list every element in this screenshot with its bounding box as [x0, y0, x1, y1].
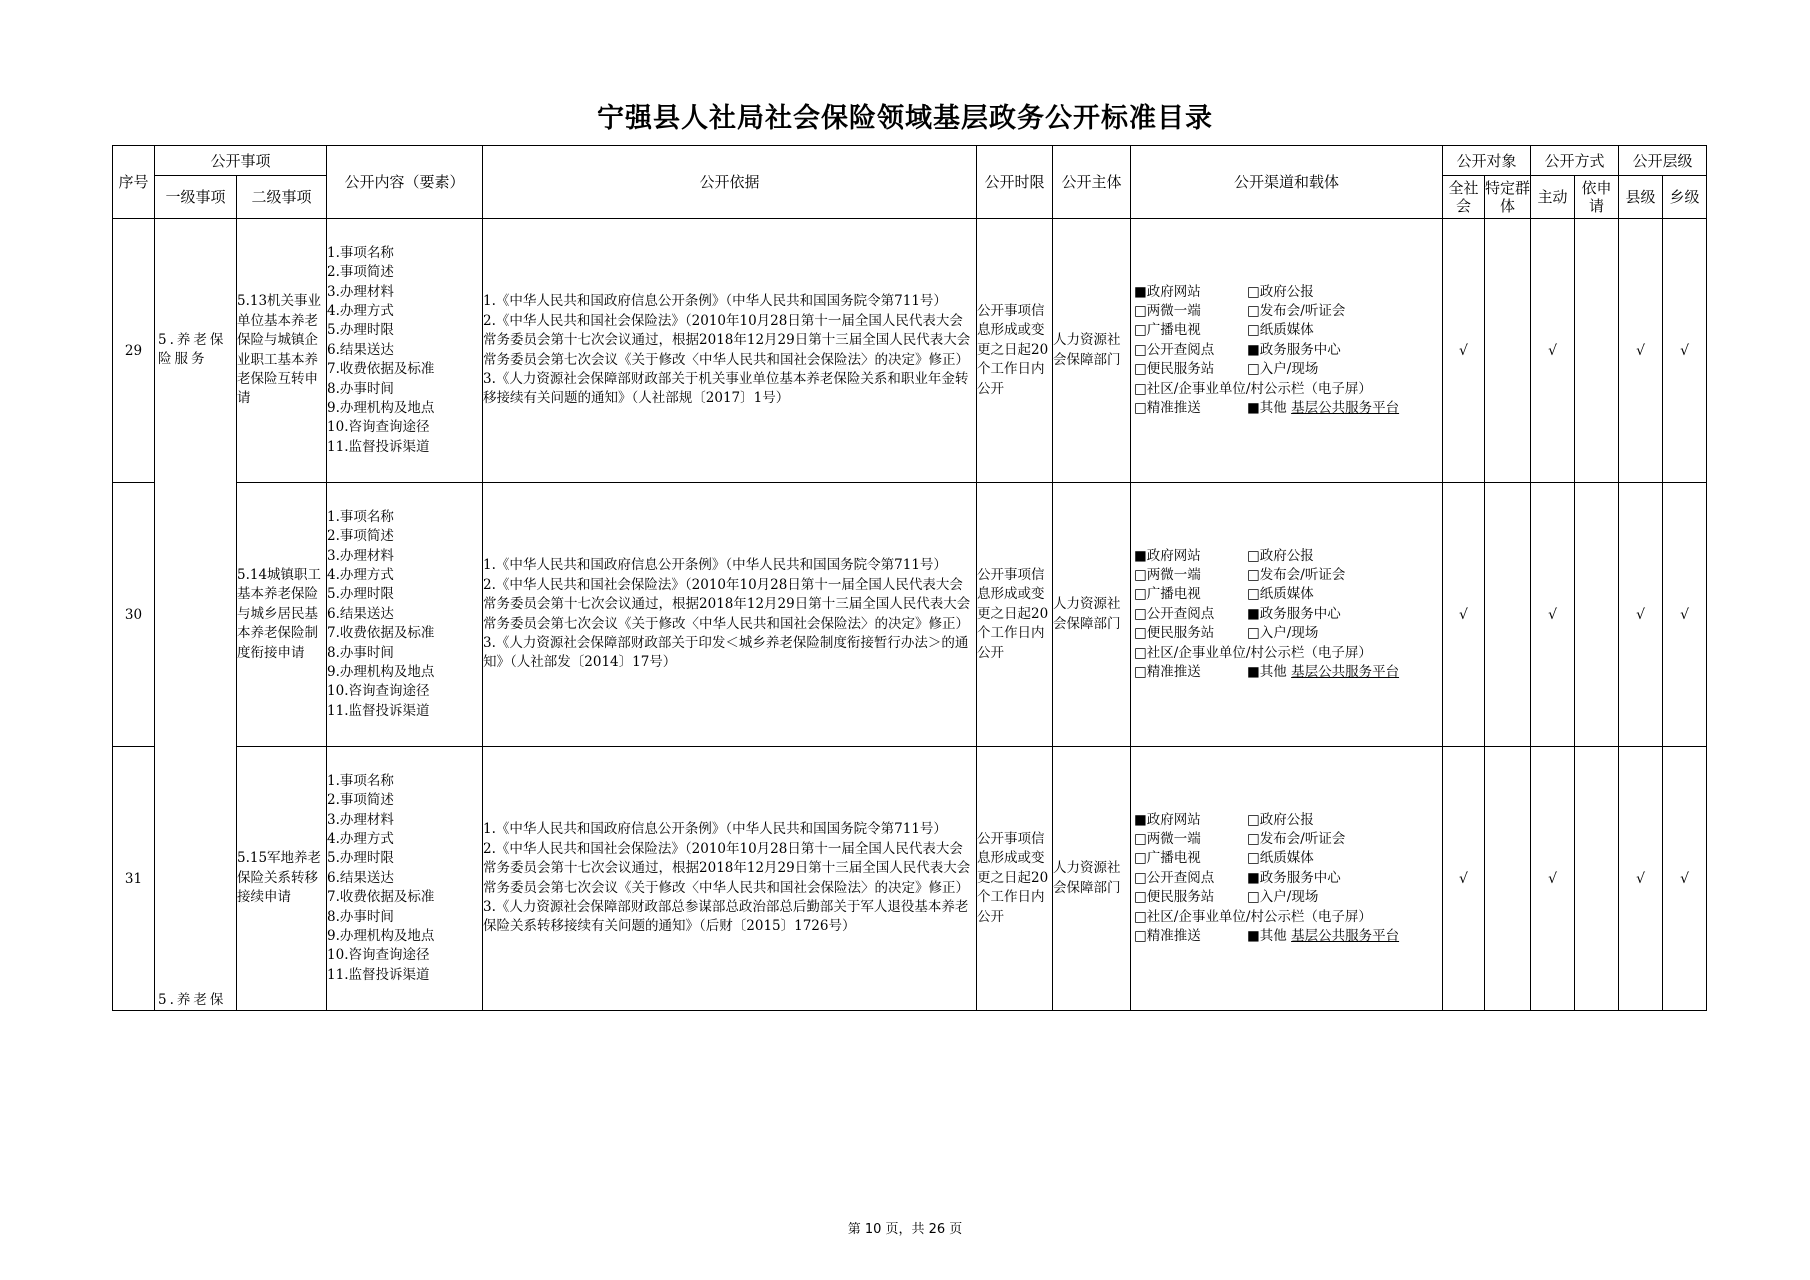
content-item: 2.事项简述	[327, 792, 394, 809]
channel-reading-point: □公开查阅点	[1134, 341, 1215, 358]
row-seq: 31	[113, 747, 155, 1011]
content-item: 2.事项简述	[327, 264, 394, 281]
check-level-town: √	[1663, 219, 1707, 483]
channel-gov-site: ■政府网站	[1134, 811, 1201, 828]
check-method-active: √	[1531, 219, 1575, 483]
check-level-county: √	[1619, 483, 1663, 747]
level1-item-continued: 5.养老保	[158, 992, 227, 1008]
header-method-active: 主动	[1531, 176, 1575, 219]
channel-press: □发布会/听证会	[1247, 566, 1346, 583]
channel-reading-point: □公开查阅点	[1134, 869, 1215, 886]
header-basis: 公开依据	[483, 146, 977, 219]
channel-two-one: □两微一端	[1134, 566, 1201, 583]
header-content: 公开内容（要素）	[327, 146, 483, 219]
content-item: 5.办理时限	[327, 850, 394, 867]
check-method-request	[1575, 747, 1619, 1011]
channel-two-one: □两微一端	[1134, 302, 1201, 319]
content-item: 4.办理方式	[327, 302, 394, 319]
content-item: 8.办事时间	[327, 908, 394, 925]
row-seq: 30	[113, 483, 155, 747]
content-item: 6.结果送达	[327, 341, 394, 358]
channel-gov-bulletin: □政府公报	[1247, 547, 1314, 564]
channel-gov-bulletin: □政府公报	[1247, 283, 1314, 300]
level2-item: 5.13机关事业单位基本养老保险与城镇企业职工基本养老保险互转申请	[237, 219, 327, 483]
content-item: 9.办理机构及地点	[327, 664, 435, 681]
header-time-limit: 公开时限	[977, 146, 1053, 219]
page-footer: 第 10 页，共 26 页	[847, 1222, 963, 1237]
content-item: 4.办理方式	[327, 830, 394, 847]
table-row	[113, 219, 1707, 483]
header-level-county: 县级	[1619, 176, 1663, 219]
content-item: 9.办理机构及地点	[327, 400, 435, 417]
content-item: 2.事项简述	[327, 528, 394, 545]
basis-item: 1.《中华人民共和国政府信息公开条例》（中华人民共和国国务院令第711号）	[483, 821, 947, 838]
time-limit: 公开事项信息形成或变更之日起20个工作日内公开	[977, 483, 1053, 747]
time-limit: 公开事项信息形成或变更之日起20个工作日内公开	[977, 219, 1053, 483]
basis-item: 1.《中华人民共和国政府信息公开条例》（中华人民共和国国务院令第711号）	[483, 293, 947, 310]
channels-cell	[1131, 483, 1443, 747]
channel-gov-site: ■政府网站	[1134, 547, 1201, 564]
check-level-county: √	[1619, 747, 1663, 1011]
content-item: 5.办理时限	[327, 322, 394, 339]
content-item: 11.监督投诉渠道	[327, 702, 430, 719]
header-level1: 一级事项	[155, 176, 237, 219]
content-item: 5.办理时限	[327, 586, 394, 603]
channel-community: □社区/企事业单位/村公示栏（电子屏）	[1134, 380, 1372, 397]
level2-item: 5.14城镇职工基本养老保险与城乡居民基本养老保险制度衔接申请	[237, 483, 327, 747]
check-level-town: √	[1663, 747, 1707, 1011]
row-seq: 29	[113, 219, 155, 483]
content-item: 10.咨询查询途径	[327, 947, 430, 964]
channel-convenience: □便民服务站	[1134, 361, 1215, 378]
content-item: 9.办理机构及地点	[327, 928, 435, 945]
channel-gov-bulletin: □政府公报	[1247, 811, 1314, 828]
channel-push: □精准推送	[1134, 400, 1201, 417]
content-item: 6.结果送达	[327, 869, 394, 886]
content-list	[327, 483, 483, 747]
content-item: 1.事项名称	[327, 244, 394, 261]
channel-community: □社区/企事业单位/村公示栏（电子屏）	[1134, 908, 1372, 925]
content-item: 7.收费依据及标准	[327, 361, 435, 378]
content-item: 8.办事时间	[327, 644, 394, 661]
channel-service-center: ■政务服务中心	[1247, 869, 1341, 886]
basis-item: 3.《人力资源社会保障部财政部总参谋部总政治部总后勤部关于军人退役基本养老保险关系转移接续有关问题的通知》（后财〔2015〕1726号）	[483, 898, 969, 935]
content-item: 3.办理材料	[327, 547, 394, 564]
check-level-county: √	[1619, 219, 1663, 483]
channels-cell	[1131, 219, 1443, 483]
check-level-town: √	[1663, 483, 1707, 747]
channel-other: ■其他 基层公共服务平台	[1247, 400, 1400, 417]
header-level-town: 乡级	[1663, 176, 1707, 219]
time-limit: 公开事项信息形成或变更之日起20个工作日内公开	[977, 747, 1053, 1011]
header-channels: 公开渠道和载体	[1131, 146, 1443, 219]
header-target-all: 全社会	[1443, 176, 1485, 219]
content-item: 8.办事时间	[327, 380, 394, 397]
check-target-all: √	[1443, 483, 1485, 747]
channel-push: □精准推送	[1134, 664, 1201, 681]
level2-item: 5.15军地养老保险关系转移接续申请	[237, 747, 327, 1011]
channel-service-center: ■政务服务中心	[1247, 605, 1341, 622]
subject: 人力资源社会保障部门	[1053, 483, 1131, 747]
header-level: 公开层级	[1619, 146, 1707, 176]
basis-cell	[483, 219, 977, 483]
subject: 人力资源社会保障部门	[1053, 219, 1131, 483]
channel-gov-site: ■政府网站	[1134, 283, 1201, 300]
channel-community: □社区/企事业单位/村公示栏（电子屏）	[1134, 644, 1372, 661]
check-target-specific	[1485, 219, 1531, 483]
check-method-active: √	[1531, 747, 1575, 1011]
basis-item: 2.《中华人民共和国社会保险法》（2010年10月28日第十一届全国人民代表大会常务委员会第十七次会议通过，根据2018年12月29日第十三届全国人民代表大会常务委员会第七次会议《关于修改〈中华人民共和国社会保险法〉的决定》修正）	[483, 312, 971, 368]
content-list	[327, 747, 483, 1011]
channel-broadcast: □广播电视	[1134, 850, 1201, 867]
content-item: 1.事项名称	[327, 508, 394, 525]
content-item: 3.办理材料	[327, 811, 394, 828]
channel-paper: □纸质媒体	[1247, 322, 1314, 339]
channel-broadcast: □广播电视	[1134, 322, 1201, 339]
channel-paper: □纸质媒体	[1247, 586, 1314, 603]
content-item: 6.结果送达	[327, 605, 394, 622]
check-target-all: √	[1443, 219, 1485, 483]
channel-other: ■其他 基层公共服务平台	[1247, 664, 1400, 681]
check-target-specific	[1485, 747, 1531, 1011]
check-method-request	[1575, 219, 1619, 483]
content-item: 11.监督投诉渠道	[327, 438, 430, 455]
channel-press: □发布会/听证会	[1247, 302, 1346, 319]
level1-item: 5.养老保险服务	[158, 332, 227, 367]
content-item: 11.监督投诉渠道	[327, 966, 430, 983]
content-item: 10.咨询查询途径	[327, 683, 430, 700]
channel-press: □发布会/听证会	[1247, 830, 1346, 847]
header-subject: 公开主体	[1053, 146, 1131, 219]
table-row	[113, 747, 1707, 1011]
catalog-table	[112, 145, 1707, 1011]
header-method: 公开方式	[1531, 146, 1619, 176]
header-target-specific: 特定群体	[1485, 176, 1531, 219]
channel-two-one: □两微一端	[1134, 830, 1201, 847]
channel-paper: □纸质媒体	[1247, 850, 1314, 867]
channel-convenience: □便民服务站	[1134, 889, 1215, 906]
channel-service-center: ■政务服务中心	[1247, 341, 1341, 358]
content-item: 1.事项名称	[327, 772, 394, 789]
channel-broadcast: □广播电视	[1134, 586, 1201, 603]
check-target-all: √	[1443, 747, 1485, 1011]
header-seq: 序号	[113, 146, 155, 219]
channel-push: □精准推送	[1134, 928, 1201, 945]
channels-cell	[1131, 747, 1443, 1011]
content-item: 10.咨询查询途径	[327, 419, 430, 436]
header-level2: 二级事项	[237, 176, 327, 219]
content-item: 7.收费依据及标准	[327, 889, 435, 906]
content-item: 4.办理方式	[327, 566, 394, 583]
channel-convenience: □便民服务站	[1134, 625, 1215, 642]
basis-item: 2.《中华人民共和国社会保险法》（2010年10月28日第十一届全国人民代表大会常务委员会第十七次会议通过，根据2018年12月29日第十三届全国人民代表大会常务委员会第七次会议《关于修改〈中华人民共和国社会保险法〉的决定》修正）	[483, 840, 971, 896]
check-method-active: √	[1531, 483, 1575, 747]
table-row	[113, 483, 1707, 747]
channel-door: □入户/现场	[1247, 625, 1319, 642]
page-title: 宁强县人社局社会保险领域基层政务公开标准目录	[597, 103, 1213, 134]
check-method-request	[1575, 483, 1619, 747]
content-list	[327, 219, 483, 483]
channel-reading-point: □公开查阅点	[1134, 605, 1215, 622]
basis-cell	[483, 483, 977, 747]
channel-door: □入户/现场	[1247, 889, 1319, 906]
content-item: 3.办理材料	[327, 283, 394, 300]
basis-item: 3.《人力资源社会保障部财政部关于机关事业单位基本养老保险关系和职业年金转移接续有关问题的通知》（人社部规〔2017〕1号）	[483, 370, 969, 407]
channel-door: □入户/现场	[1247, 361, 1319, 378]
content-item: 7.收费依据及标准	[327, 625, 435, 642]
header-method-request: 依申请	[1575, 176, 1619, 219]
header-public-items: 公开事项	[155, 146, 327, 176]
check-target-specific	[1485, 483, 1531, 747]
subject: 人力资源社会保障部门	[1053, 747, 1131, 1011]
header-target: 公开对象	[1443, 146, 1531, 176]
basis-item: 3.《人力资源社会保障部财政部关于印发＜城乡养老保险制度衔接暂行办法＞的通知》（人社部发〔2014〕17号）	[483, 634, 969, 671]
channel-other: ■其他 基层公共服务平台	[1247, 928, 1400, 945]
basis-item: 1.《中华人民共和国政府信息公开条例》（中华人民共和国国务院令第711号）	[483, 557, 947, 574]
basis-cell	[483, 747, 977, 1011]
level1-cell	[155, 219, 237, 1011]
basis-item: 2.《中华人民共和国社会保险法》（2010年10月28日第十一届全国人民代表大会常务委员会第十七次会议通过，根据2018年12月29日第十三届全国人民代表大会常务委员会第七次会议《关于修改〈中华人民共和国社会保险法〉的决定》修正）	[483, 576, 971, 632]
